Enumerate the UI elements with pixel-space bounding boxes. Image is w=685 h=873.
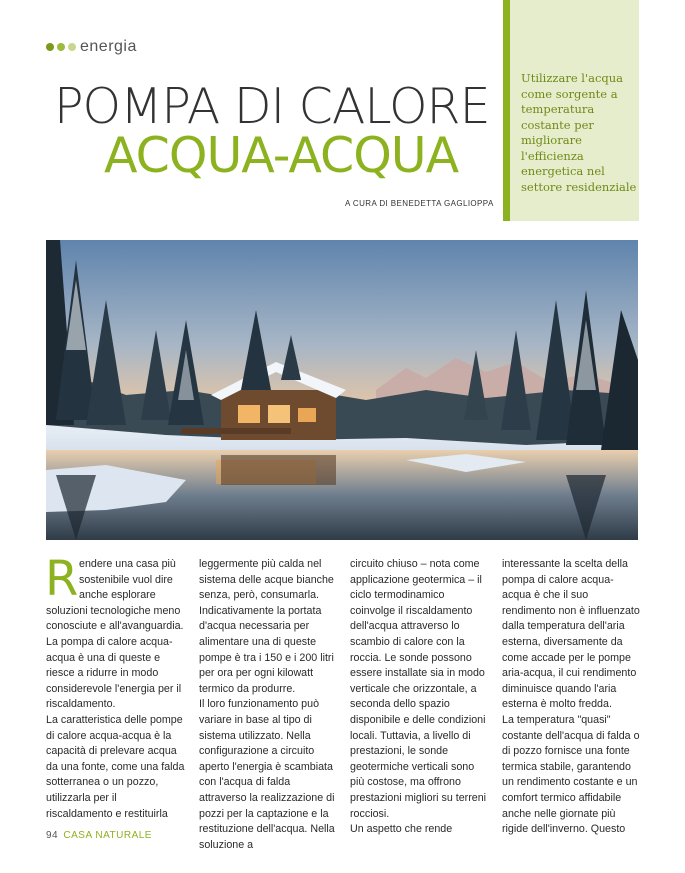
- body-column-4: [502, 557, 640, 838]
- drop-cap: R: [45, 551, 79, 607]
- body-paragraph: La temperatura "quasi" costante dell'acqua di falda o di pozzo fornisce una fonte termica stabile, garantendo un rendimento costante e un comfort termico affidabile anche nelle giornate più rigide dell'inverno. Questo: [502, 713, 640, 836]
- body-paragraph: La caratteristica delle pompe di calore acqua-acqua è la capacità di prelevare acqua da una fonte, come una falda sotterranea o un pozzo, utilizzarla per il riscaldamento e restituirla: [46, 713, 185, 820]
- body-paragraph: anche esplorare soluzioni tecnologiche meno conosciute e all'avanguardia. La pompa di calore acqua-acqua è una di queste e riesce a ridurre in modo considerevole l'energia per il riscaldamento.: [46, 589, 184, 711]
- page-number: 94: [46, 830, 59, 841]
- body-paragraph: leggermente più calda nel sistema delle acque bianche senza, però, consumarla. Indicativamente la portata d'acqua necessaria per alimentare una di queste pompe è tra i 150 e i 200 litri per ora per ogni kilowatt termico da produrre.: [199, 558, 334, 695]
- body-paragraph: Il loro funzionamento può variare in base al tipo di sistema utilizzato. Nella configurazione a circuito aperto l'energia è scambiata con l'acqua di falda attraverso la realizzazione di pozzi per la captazione e la restituzione dell'acqua. Nella soluzione a: [199, 698, 335, 851]
- body-lead: endere una casa più sostenibile vuol dire: [79, 558, 176, 586]
- page-footer: [46, 830, 152, 841]
- cabin-photo: [46, 240, 638, 540]
- magazine-name: CASA NATURALE: [63, 830, 152, 841]
- intro-text: Utilizzare l'acqua come sorgente a temperatura costante per migliorare l'efficienza energetica nel settore residenziale: [521, 71, 637, 194]
- body-column-3: [350, 557, 490, 838]
- body-paragraph: Un aspetto che rende: [350, 823, 453, 836]
- section-dots-icon: [46, 43, 76, 51]
- section-tag: [46, 38, 137, 56]
- body-paragraph: circuito chiuso – nota come applicazione geotermica – il ciclo termodinamico coinvolge il riscaldamento dell'acqua attraverso lo scambio di calore con la roccia. Le sonde possono essere installate sia in modo verticale che orizzontale, a seconda dello spazio disponibile e delle condizioni locali. Tuttavia, a livello di prestazioni, le sonde geotermiche verticali sono più costose, ma offrono prestazioni migliori su terreni rocciosi.: [350, 558, 487, 820]
- title-line-2: ACQUA-ACQUA: [104, 127, 459, 184]
- byline: A CURA DI BENEDETTA GAGLIOPPA: [345, 199, 494, 208]
- body-column-1: [45, 551, 186, 822]
- body-column-2: [199, 557, 337, 853]
- section-label: energia: [80, 38, 137, 55]
- title-line-1: POMPA DI CALORE: [54, 78, 490, 135]
- body-paragraph: interessante la scelta della pompa di calore acqua-acqua è che il suo rendimento non è influenzato dalla temperatura dell'aria esterna, diversamente da come accade per le pompe aria-acqua, il cui rendimento diminuisce quando l'aria esterna è molto fredda.: [502, 558, 640, 711]
